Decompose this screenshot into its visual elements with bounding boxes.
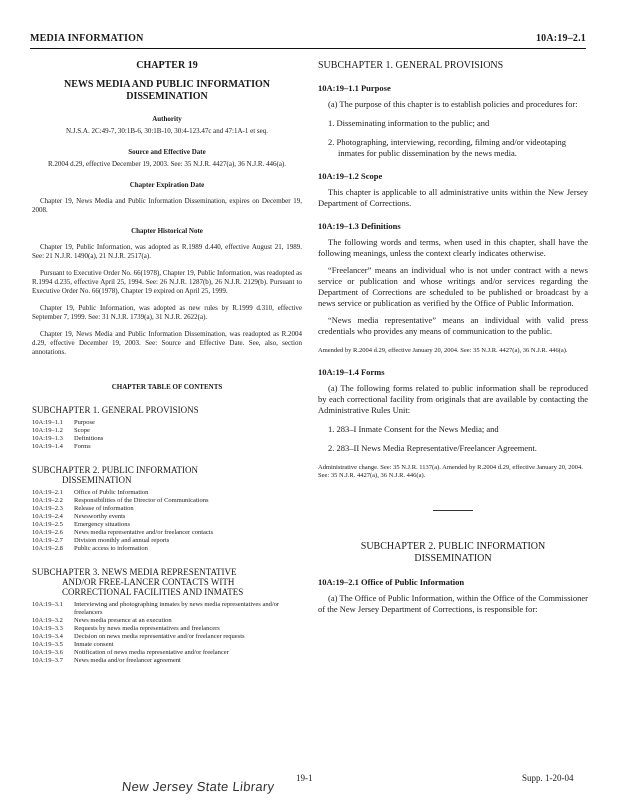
section-1-1-item: 2. Photographing, interviewing, recording, filming and/or videotaping inmates for public dissemination by the news media. [328,137,566,158]
section-1-4-heading: 10A:19–1.4 Forms [318,367,385,377]
left-column [32,56,302,665]
toc-entry-title: Public access to information [74,545,148,552]
toc-entry-number: 10A:19–2.8 [32,545,63,552]
toc-entry [32,545,302,553]
toc-entry-number: 10A:19–2.4 [32,513,63,520]
section-1-1-text: (a) The purpose of this chapter is to establish policies and procedures for: [328,99,578,109]
chapter-title: NEWS MEDIA AND PUBLIC INFORMATION DISSEMINATION [64,79,270,102]
toc-entry-title: News media and/or freelancer agreement [74,657,181,664]
toc-entry [32,625,302,633]
toc-entry-title: Responsibilities of the Director of Communications [74,497,209,504]
section-1-1-item: 1. Disseminating information to the public; and [328,118,490,128]
header-title: MEDIA INFORMATION [30,33,144,44]
toc-entry-title: Forms [74,443,91,450]
toc-entry-number: 10A:19–3.4 [32,633,63,640]
toc-subchapter-2 [32,465,302,485]
page-number: 19-1 [296,773,313,783]
subchapter-2-line2: DISSEMINATION [414,553,492,564]
toc-entry [32,649,302,657]
toc-entry [32,489,302,497]
toc-entry-number: 10A:19–2.5 [32,521,63,528]
toc-entry-number: 10A:19–1.2 [32,427,63,434]
toc-entry-number: 10A:19–1.1 [32,419,63,426]
toc-entry-title: Decision on news media representative and/or freelancer requests [74,633,245,640]
toc-entry [32,657,302,665]
toc-entry-title: Interviewing and photographing inmates by news media representatives and/or freelancers [74,601,280,616]
section-1-4-text: (a) The following forms related to public information shall be reproduced by each correctional facility from originals that are available by contacting the Administrative Rules Unit: [318,383,588,415]
toc-entry [32,443,302,451]
toc-subchapter-3-line3: CORRECTIONAL FACILITIES AND INMATES [62,587,244,597]
toc-entry-number: 10A:19–2.1 [32,489,63,496]
source-heading: Source and Effective Date [128,148,206,156]
section-1-3-text: The following words and terms, when used in this chapter, shall have the following meanings, unless the context clearly indicates otherwise. [318,237,588,258]
supplement-date: Supp. 1-20-04 [522,773,574,783]
section-1-2-heading: 10A:19–1.2 Scope [318,171,383,181]
section-1-4-item: 1. 283–I Inmate Consent for the News Media; and [328,424,499,434]
toc-list-2 [32,489,302,553]
toc-entry-number: 10A:19–1.4 [32,443,63,450]
toc-entry-number: 10A:19–2.7 [32,537,63,544]
toc-entry-title: News media presence at an execution [74,617,172,624]
toc-entry-number: 10A:19–2.6 [32,529,63,536]
definition-news-media: “News media representative” means an individual with valid press credentials who provides any means of communication to the public. [318,315,588,336]
subchapter-2-line1: SUBCHAPTER 2. PUBLIC INFORMATION [360,541,546,552]
history-heading: Chapter Historical Note [131,227,203,235]
library-stamp: New Jersey State Library [121,779,276,794]
toc-entry [32,601,302,617]
toc-entry [32,617,302,625]
section-1-4-amendment: Administrative change. See: 35 N.J.R. 1137(a). Amended by R.2004 d.29, effective January 20, 2004. See: 35 N.J.R. 4427(a), 36 N.J.R. 446(a). [318,464,583,479]
section-2-1-heading: 10A:19–2.1 Office of Public Information [318,577,465,587]
toc-entry [32,529,302,537]
header-section: 10A:19–2.1 [535,33,586,44]
toc-entry [32,513,302,521]
toc-subchapter-3-line1: SUBCHAPTER 3. NEWS MEDIA REPRESENTATIVE [32,567,237,577]
toc-entry-number: 10A:19–3.1 [32,601,63,608]
toc-subchapter-3-line2: AND/OR FREE-LANCER CONTACTS WITH [62,577,235,587]
section-1-4-item: 2. 283–II News Media Representative/Freelancer Agreement. [328,443,537,453]
toc-entry-title: Requests by news media representatives and freelancers [74,625,220,632]
history-note: Pursuant to Executive Order No. 66(1978), Chapter 19, Public Information, was readopted as R.1994 d.235, effective April 25, 1994. See: 26 N.J.R. 1287(b), 26 N.J.R. 2129(b). Pursuant to Executive Order No. 66(1978), Chapter 19 expired on April 25, 1999. [32,269,302,295]
authority-heading: Authority [152,115,182,123]
toc-entry-title: Release of information [74,505,134,512]
toc-entry-title: Purpose [74,419,95,426]
section-1-3-heading: 10A:19–1.3 Definitions [318,221,401,231]
toc-subchapter-2-line1: SUBCHAPTER 2. PUBLIC INFORMATION [32,465,199,475]
history-note: Chapter 19, Public Information, was adopted as new rules by R.1999 d.310, effective September 7, 1999. See: 31 N.J.R. 1739(a), 31 N.J.R. 2622(a). [32,304,302,321]
toc-entry [32,419,302,427]
toc-entry [32,435,302,443]
toc-entry [32,497,302,505]
section-2-1-text: (a) The Office of Public Information, within the Office of the Commissioner of the New Jersey Department of Corrections, is responsible for: [318,593,588,614]
toc-list-1 [32,419,302,451]
toc-entry [32,641,302,649]
toc-entry-title: Newsworthy events [74,513,126,520]
toc-entry-number: 10A:19–3.6 [32,649,63,656]
toc-entry [32,521,302,529]
toc-entry-title: Division monthly and annual reports [74,537,170,544]
toc-entry-title: Notification of news media representative and/or freelancer [74,649,229,656]
subchapter-2-heading [318,541,588,565]
section-divider [433,510,473,511]
toc-entry [32,537,302,545]
toc-subchapter-2-line2: DISSEMINATION [62,475,132,485]
toc-subchapter-1: SUBCHAPTER 1. GENERAL PROVISIONS [32,405,199,415]
toc-subchapter-3 [32,567,302,597]
toc-entry [32,427,302,435]
section-1-1-heading: 10A:19–1.1 Purpose [318,83,391,93]
source-text: R.2004 d.29, effective December 19, 2003. See: 35 N.J.R. 4427(a), 36 N.J.R. 446(a). [47,160,287,168]
right-column [318,56,588,615]
toc-entry-number: 10A:19–1.3 [32,435,63,442]
toc-entry-title: Scope [74,427,90,434]
expiration-heading: Chapter Expiration Date [129,181,205,189]
history-note: Chapter 19, News Media and Public Information Dissemination, was readopted as R.2004 d.29, effective December 19, 2003. See: Source and Effective Date. See, also, section annotations. [32,330,302,356]
toc-entry-title: Inmate consent [74,641,114,648]
running-header [30,33,586,47]
toc-entry-number: 10A:19–2.2 [32,497,63,504]
toc-entry-number: 10A:19–3.2 [32,617,63,624]
toc-entry [32,633,302,641]
toc-entry-title: Definitions [74,435,104,442]
history-note: Chapter 19, Public Information, was adopted as R.1989 d.440, effective August 21, 1989. See: 21 N.J.R. 1490(a), 21 N.J.R. 2517(a). [32,243,302,260]
header-rule [30,48,586,49]
expiration-text: Chapter 19, News Media and Public Information Dissemination, expires on December 19, 2008. [32,197,302,214]
toc-entry-number: 10A:19–3.3 [32,625,63,632]
toc-list-3 [32,601,302,665]
subchapter-1-heading: SUBCHAPTER 1. GENERAL PROVISIONS [318,60,504,71]
toc-entry [32,505,302,513]
toc-entry-title: Office of Public Information [74,489,149,496]
section-1-3-amendment: Amended by R.2004 d.29, effective January 20, 2004. See: 35 N.J.R. 4427(a), 36 N.J.R. 446(a). [318,347,568,354]
toc-entry-number: 10A:19–3.5 [32,641,63,648]
definition-freelancer: “Freelancer” means an individual who is not under contract with a news service or publication and whose writings and/or services regarding the Department of Corrections are scheduled to be published or broadcast by a news service or publication as verified by the Office of Public Information. [318,265,588,308]
toc-entry-number: 10A:19–2.3 [32,505,63,512]
toc-entry-title: Emergency situations [74,521,131,528]
section-1-2-text: This chapter is applicable to all administrative units within the New Jersey Department of Corrections. [318,187,588,208]
authority-text: N.J.S.A. 2C:49-7, 30:1B-6, 30:1B-10, 30:4-123.47c and 47:1A-1 et seq. [65,127,268,135]
toc-entry-title: News media representative and/or freelancer contacts [74,529,214,536]
chapter-number: CHAPTER 19 [136,60,198,71]
toc-heading: CHAPTER TABLE OF CONTENTS [111,383,223,391]
toc-entry-number: 10A:19–3.7 [32,657,63,664]
